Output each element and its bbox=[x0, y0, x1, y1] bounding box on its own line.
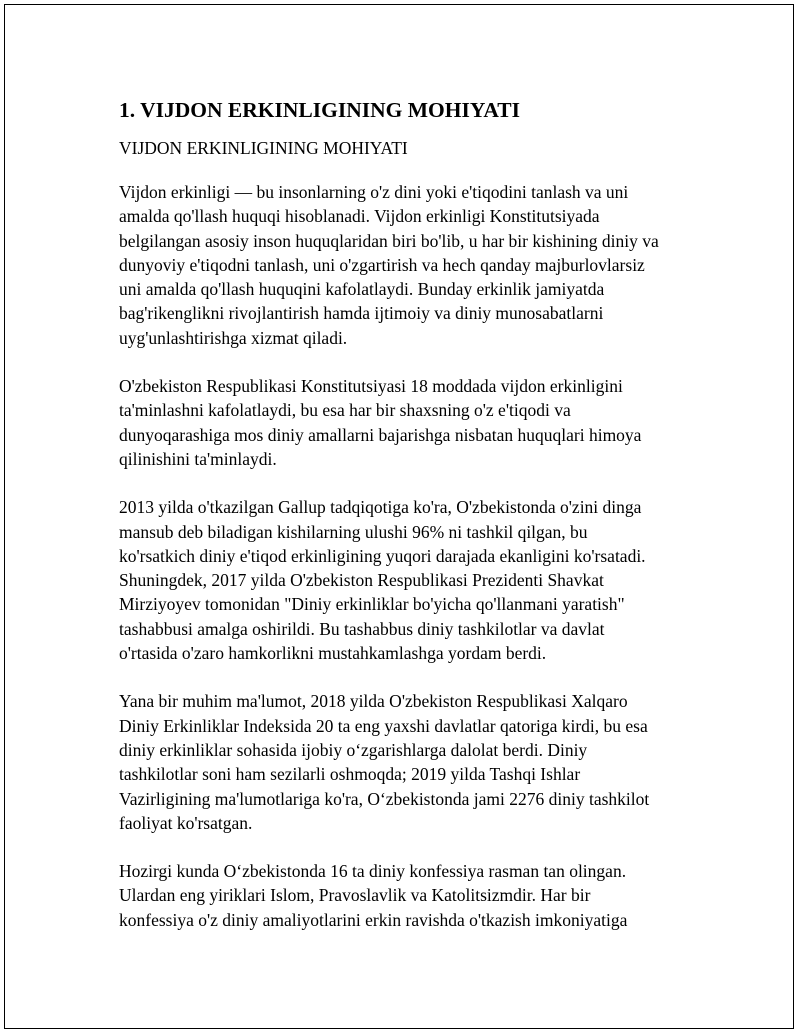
document-body bbox=[119, 97, 679, 932]
text-line: mansub deb biladigan kishilarning ulushi 96% ni tashkil qilgan, bu bbox=[119, 521, 588, 542]
section-subtitle: VIJDON ERKINLIGINING MOHIYATI bbox=[119, 138, 408, 158]
text-line: Diniy Erkinliklar Indeksida 20 ta eng yaxshi davlatlar qatoriga kirdi, bu esa bbox=[119, 715, 648, 736]
text-line: amalda qo'llash huquqi hisoblanadi. Vijdon erkinligi Konstitutsiyada bbox=[119, 206, 600, 227]
paragraph-5 bbox=[119, 859, 679, 932]
text-line: Mirziyoyev tomonidan "Diniy erkinliklar bo'yicha qo'llanmani yaratish" bbox=[119, 594, 625, 615]
text-line: Vazirligining ma'lumotlariga ko'ra, O‘zbekistonda jami 2276 diniy tashkilot bbox=[119, 788, 650, 809]
paragraph-3 bbox=[119, 495, 679, 665]
paragraph-1 bbox=[119, 180, 679, 350]
text-line: Vijdon erkinligi — bu insonlarning o'z dini yoki e'tiqodini tanlash va uni bbox=[119, 182, 629, 202]
text-line: konfessiya o'z diniy amaliyotlarini erkin ravishda o'tkazish imkoniyatiga bbox=[119, 909, 628, 930]
text-line: O'zbekiston Respublikasi Konstitutsiyasi 18 moddada vijdon erkinligini bbox=[119, 376, 623, 397]
text-line: o'rtasida o'zaro hamkorlikni mustahkamlashga yordam berdi. bbox=[119, 643, 547, 664]
text-line: tashabbusi amalga oshirildi. Bu tashabbus diniy tashkilotlar va davlat bbox=[119, 618, 605, 639]
text-line: Ulardan eng yiriklari Islom, Pravoslavlik va Katolitsizmdir. Har bir bbox=[119, 885, 591, 906]
text-line: uni amalda qo'llash huquqini kafolatlaydi. Bunday erkinlik jamiyatda bbox=[119, 279, 605, 300]
text-line: dunyoqarashiga mos diniy amallarni bajarishga nisbatan huquqlari himoya bbox=[119, 424, 642, 445]
text-line: uyg'unlashtirishga xizmat qiladi. bbox=[119, 327, 348, 348]
page-title: 1. VIJDON ERKINLIGINING MOHIYATI bbox=[119, 98, 521, 122]
text-line: ko'rsatkich diniy e'tiqod erkinligining yuqori darajada ekanligini ko'rsatadi. bbox=[119, 545, 646, 566]
text-line: diniy erkinliklar sohasida ijobiy o‘zgarishlarga dalolat berdi. Diniy bbox=[119, 739, 588, 760]
text-line: ta'minlashni kafolatlaydi, bu esa har bir shaxsning o'z e'tiqodi va bbox=[119, 400, 571, 421]
text-line: dunyoviy e'tiqodni tanlash, uni o'zgartirish va hech qanday majburlovlarsiz bbox=[119, 254, 645, 275]
text-line: faoliyat ko'rsatgan. bbox=[119, 812, 253, 833]
text-line: tashkilotlar soni ham sezilarli oshmoqda; 2019 yilda Tashqi Ishlar bbox=[119, 764, 581, 785]
document-page bbox=[4, 4, 794, 1029]
text-line: 2013 yilda o'tkazilgan Gallup tadqiqotiga ko'ra, O'zbekistonda o'zini dinga bbox=[119, 497, 642, 518]
text-line: qilinishini ta'minlaydi. bbox=[119, 448, 277, 469]
text-line: Yana bir muhim ma'lumot, 2018 yilda O'zbekiston Respublikasi Xalqaro bbox=[119, 691, 628, 712]
text-line: Shuningdek, 2017 yilda O'zbekiston Respublikasi Prezidenti Shavkat bbox=[119, 570, 604, 591]
paragraph-2 bbox=[119, 374, 679, 471]
text-line: Hozirgi kunda O‘zbekistonda 16 ta diniy konfessiya rasman tan olingan. bbox=[119, 861, 627, 882]
paragraph-4 bbox=[119, 689, 679, 835]
text-line: bag'rikenglikni rivojlantirish hamda ijtimoiy va diniy munosabatlarni bbox=[119, 303, 604, 324]
text-line: belgilangan asosiy inson huquqlaridan biri bo'lib, u har bir kishining diniy va bbox=[119, 230, 659, 251]
